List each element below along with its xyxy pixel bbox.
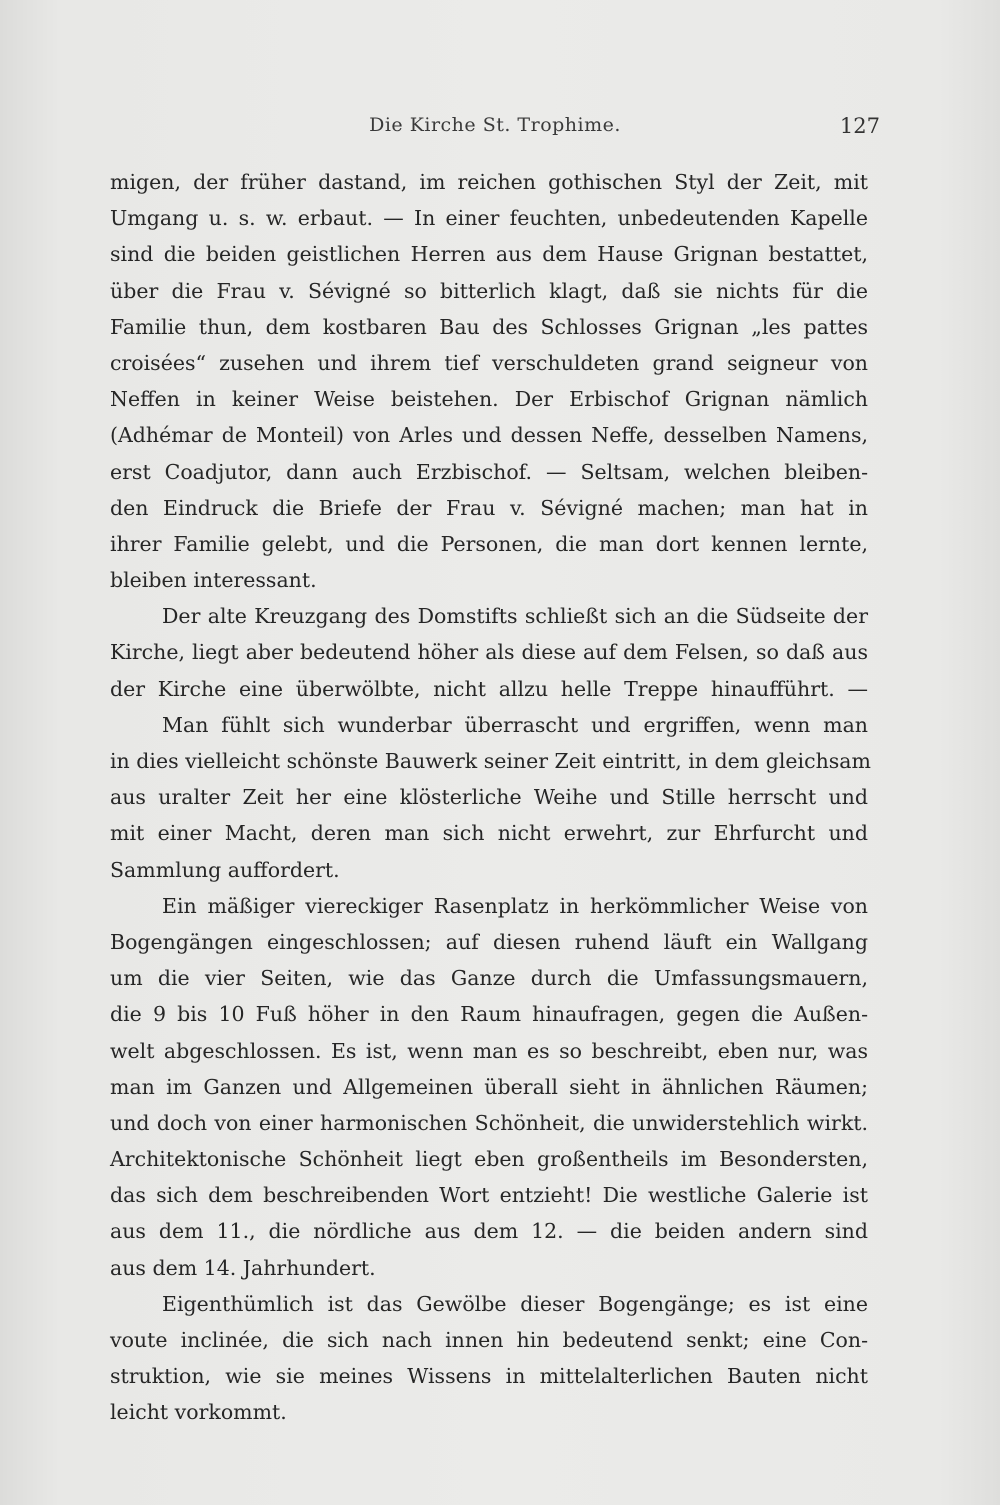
running-title: Die Kirche St. Trophime.: [369, 114, 621, 136]
text-line: Sammlung auffordert.: [110, 857, 340, 882]
text-line: mit einer Macht, deren man sich nicht erwehrt, zur Ehrfurcht und: [110, 821, 868, 846]
text-line: ihrer Familie gelebt, und die Personen, die man dort kennen lernte,: [110, 531, 868, 556]
paragraph: [110, 164, 868, 598]
text-line: aus dem 11., die nördliche aus dem 12. — die beiden andern sind: [110, 1219, 868, 1244]
text-line: croisées“ zusehen und ihrem tief verschuldeten grand seigneur von: [110, 350, 868, 375]
text-line: Familie thun, dem kostbaren Bau des Schlosses Grignan „les pattes: [110, 314, 868, 339]
text-line: den Eindruck die Briefe der Frau v. Sévigné machen; man hat in: [110, 495, 868, 520]
paragraph: [110, 707, 871, 888]
paragraph: [110, 598, 868, 707]
page-number: 127: [839, 114, 880, 138]
text-line: und doch von einer harmonischen Schönheit, die unwiderstehlich wirkt.: [110, 1110, 868, 1135]
paragraph: [110, 1286, 868, 1431]
text-line: man im Ganzen und Allgemeinen überall sieht in ähnlichen Räumen;: [110, 1074, 868, 1099]
text-line: Der alte Kreuzgang des Domstifts schließt sich an die Südseite der: [162, 604, 868, 629]
text-line: das sich dem beschreibenden Wort entzieht! Die westliche Galerie ist: [110, 1183, 868, 1208]
text-line: aus dem 14. Jahrhundert.: [110, 1255, 376, 1280]
paragraph: [110, 888, 868, 1286]
text-line: Bogengängen eingeschlossen; auf diesen ruhend läuft ein Wallgang: [110, 929, 868, 954]
text-line: Architektonische Schönheit liegt eben großentheils im Besondersten,: [110, 1147, 868, 1172]
running-head: [110, 114, 880, 144]
text-line: Neffen in keiner Weise beistehen. Der Erbischof Grignan nämlich: [110, 387, 868, 412]
text-line: migen, der früher dastand, im reichen gothischen Styl der Zeit, mit: [110, 170, 868, 194]
text-line: bleiben interessant.: [110, 568, 317, 593]
text-line: (Adhémar de Monteil) von Arles und dessen Neffe, desselben Namens,: [110, 423, 868, 448]
text-line: Ein mäßiger viereckiger Rasenplatz in herkömmlicher Weise von: [162, 893, 868, 918]
text-line: voute inclinée, die sich nach innen hin bedeutend senkt; eine Con-: [110, 1328, 868, 1352]
text-line: Umgang u. s. w. erbaut. — In einer feuchten, unbedeutenden Kapelle: [110, 206, 868, 231]
text-line: Kirche, liegt aber bedeutend höher als diese auf dem Felsen, so daß aus: [110, 640, 868, 665]
text-line: über die Frau v. Sévigné so bitterlich klagt, daß sie nichts für die: [110, 278, 868, 303]
body-text: [110, 164, 871, 1431]
text-line: Man fühlt sich wunderbar überrascht und ergriffen, wenn man: [162, 712, 868, 737]
text-line: erst Coadjutor, dann auch Erzbischof. — Seltsam, welchen bleiben-: [110, 459, 868, 484]
text-line: Eigenthümlich ist das Gewölbe dieser Bogengänge; es ist eine: [162, 1291, 868, 1316]
text-line: sind die beiden geistlichen Herren aus dem Hause Grignan bestattet,: [110, 242, 868, 267]
text-line: struktion, wie sie meines Wissens in mittelalterlichen Bauten nicht: [110, 1364, 868, 1389]
text-line: um die vier Seiten, wie das Ganze durch die Umfassungsmauern,: [110, 966, 868, 991]
text-line: aus uralter Zeit her eine klösterliche Weihe und Stille herrscht und: [110, 785, 868, 810]
text-line: leicht vorkommt.: [110, 1400, 287, 1425]
text-line: welt abgeschlossen. Es ist, wenn man es so beschreibt, eben nur, was: [110, 1038, 868, 1063]
text-line: der Kirche eine überwölbte, nicht allzu helle Treppe hinaufführt. —: [110, 676, 868, 701]
text-line: die 9 bis 10 Fuß höher in den Raum hinaufragen, gegen die Außen-: [110, 1002, 868, 1027]
text-line: in dies vielleicht schönste Bauwerk seiner Zeit eintritt, in dem gleichsam: [110, 749, 871, 773]
